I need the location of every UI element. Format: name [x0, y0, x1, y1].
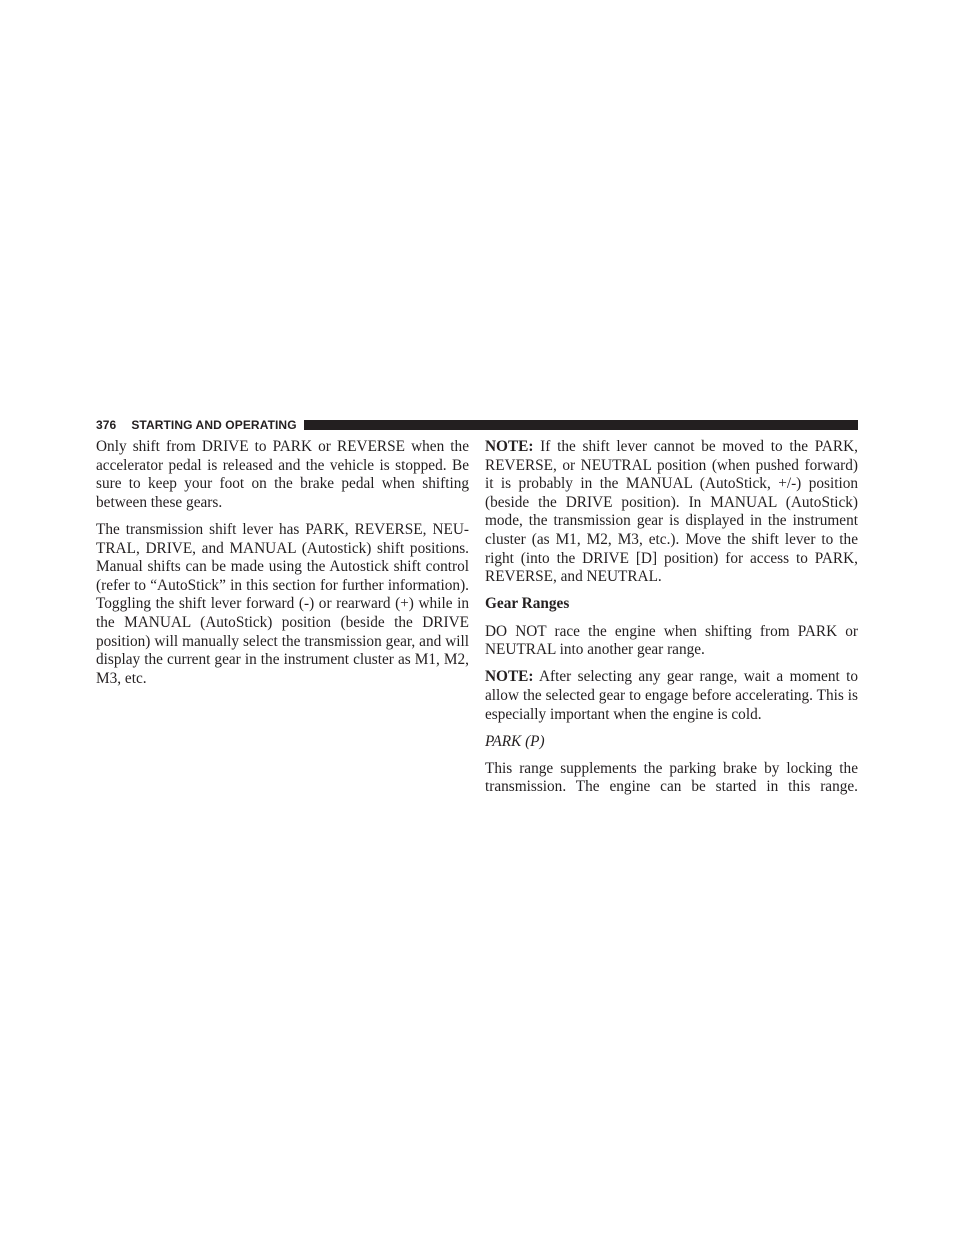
right-column: [485, 438, 858, 806]
page-header: [96, 417, 858, 433]
section-title: STARTING AND OPERATING: [131, 418, 297, 432]
paragraph-do-not-race: DO NOT race the engine when shifting from PARK or NEUTRAL into another gear range.: [485, 622, 858, 659]
heading-park: PARK (P): [485, 732, 545, 750]
page-number: 376: [96, 418, 117, 432]
paragraph-shift-from-drive: Only shift from DRIVE to PARK or REVERSE when the accelerator pedal is released and the vehicle is stopped. Be sure to keep your foot on the brake pedal when shifting between these gears.: [96, 438, 469, 511]
note-label: NOTE:: [485, 438, 534, 455]
header-rule: [304, 420, 858, 430]
left-column: [96, 438, 469, 697]
note-label: NOTE:: [485, 668, 534, 686]
paragraph-shift-lever-positions: The transmission shift lever has PARK, REVERSE, NEUTRAL, DRIVE, and MANUAL (Autostick) shift positions. Manual shifts can be made using the Autostick shift control (refer to “AutoStick” in this section for further information). Toggling the shift lever forward (-) or rearward (+) while in the MANUAL (AutoStick) position (beside the DRIVE position) will manually select the transmission gear, and will display the current gear in the instrument cluster as M1, M2, M3, etc.: [96, 520, 469, 687]
note-shift-lever: [485, 438, 858, 587]
heading-gear-ranges: Gear Ranges: [485, 595, 570, 613]
note-text: If the shift lever cannot be moved to the PARK, REVERSE, or NEUTRAL position (when pushed forward) it is probably in the MANUAL (AutoStick, +/-) position (beside the DRIVE position). In MANUAL (AutoStick) mode, the transmission gear is displayed in the instrument cluster (as M1, M2, M3, etc.). Move the shift lever to the right (into the DRIVE [D] position) for access to PARK, REVERSE, and NEUTRAL.: [485, 438, 858, 586]
paragraph-park-range: This range supplements the parking brake by locking the transmission. The engine can be started in this range.: [485, 759, 858, 796]
note-text: After selecting any gear range, wait a moment to allow the selected gear to engage before accelerating. This is especially important when the engine is cold.: [485, 668, 858, 723]
note-gear-range: [485, 668, 858, 724]
